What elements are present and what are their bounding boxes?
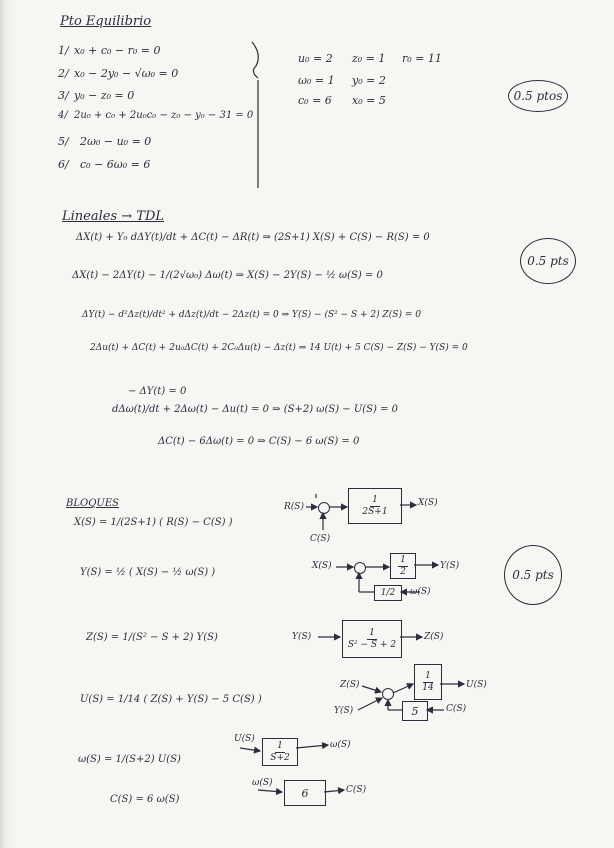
block-denominator: 14	[422, 682, 434, 693]
block-gain: 6	[301, 786, 309, 800]
section-title-equilibrium: Pto Equilibrio	[60, 14, 152, 29]
score-text: 0.5 pts	[527, 254, 569, 268]
lin-eq: ΔY(t) − d²Δz(t)/dt² + dΔz(t)/dt − 2Δz(t) = 0 ⇒ Y(S) − (S² − S + 2) Z(S) = 0	[82, 310, 421, 320]
signal-label: R(S)	[284, 502, 304, 512]
lin-eq: ΔX(t) − 2ΔY(t) − 1/(2√ω₀) Δω(t) ⇒ X(S) − 2Y(S) − ½ ω(S) = 0	[72, 270, 383, 281]
block-numerator: 1	[369, 627, 375, 638]
lin-eq: ΔX(t) + Y₀ dΔY(t)/dt + ΔC(t) − ΔR(t) ⇒ (2S+1) X(S) + C(S) − R(S) = 0	[76, 232, 430, 243]
eq-number: 1/	[58, 44, 69, 57]
lin-eq: 2Δu(t) + ΔC(t) + 2u₀ΔC(t) + 2C₀Δu(t) − Δz(t) ⇒ 14 U(t) + 5 C(S) − Z(S) − Y(S) = 0	[90, 343, 468, 353]
block-numerator: 1	[372, 494, 378, 505]
lin-eq: − ΔY(t) = 0	[128, 386, 187, 397]
eq-number: 4/	[58, 110, 68, 121]
eq-text: x₀ + c₀ − r₀ = 0	[74, 44, 161, 57]
block-eq: Z(S) = 1/(S² − S + 2) Y(S)	[86, 632, 218, 643]
signal-label: ω(S)	[330, 740, 351, 750]
section-title-blocks: BLOQUES	[66, 498, 119, 509]
block-denominator: S+2	[270, 752, 290, 763]
signal-label: Y(S)	[292, 632, 312, 642]
signal-label: Y(S)	[334, 706, 354, 716]
value: c₀ = 6	[298, 94, 332, 107]
eq-number: 3/	[58, 89, 69, 102]
score-text: 0.5 pts	[512, 568, 554, 582]
signal-label: Z(S)	[340, 680, 360, 690]
signal-label: Z(S)	[424, 632, 444, 642]
eq-number: 5/	[58, 135, 69, 148]
block-eq: C(S) = 6 ω(S)	[110, 794, 180, 805]
signal-label: C(S)	[346, 785, 367, 795]
signal-label: Y(S)	[440, 561, 460, 571]
value: z₀ = 1	[352, 52, 386, 65]
block-gain: 5	[411, 704, 419, 718]
block-eq: X(S) = 1/(2S+1) ( R(S) − C(S) )	[74, 517, 233, 528]
eq-text: y₀ − z₀ = 0	[74, 89, 135, 102]
signal-label: X(S)	[418, 498, 438, 508]
eq-text: 2ω₀ − u₀ = 0	[80, 135, 152, 148]
eq-text: c₀ − 6ω₀ = 6	[80, 158, 151, 171]
signal-label: U(S)	[234, 734, 255, 744]
value: r₀ = 11	[402, 52, 442, 65]
signal-label: C(S)	[310, 534, 331, 544]
block-numerator: 1	[400, 554, 406, 565]
signal-label: ω(S)	[410, 587, 431, 597]
brace	[252, 42, 258, 78]
signal-label: U(S)	[466, 680, 487, 690]
value: y₀ = 2	[352, 74, 386, 87]
block-numerator: 1	[277, 740, 283, 751]
score-text: 0.5 ptos	[513, 89, 563, 103]
lin-eq: dΔω(t)/dt + 2Δω(t) − Δu(t) = 0 ⇒ (S+2) ω(S) − U(S) = 0	[112, 404, 399, 415]
value: u₀ = 2	[298, 52, 333, 65]
signal-label: X(S)	[312, 561, 332, 571]
block-gain: 1/2	[380, 587, 396, 598]
block-denominator: 2	[400, 566, 406, 577]
block-eq: Y(S) = ½ ( X(S) − ½ ω(S) )	[80, 567, 216, 578]
eq-text: x₀ − 2y₀ − √ω₀ = 0	[74, 67, 179, 80]
block-numerator: 1	[425, 670, 431, 681]
eq-number: 6/	[58, 158, 69, 171]
block-denominator: 2S+1	[362, 506, 388, 517]
lin-eq: ΔC(t) − 6Δω(t) = 0 ⇒ C(S) − 6 ω(S) = 0	[158, 436, 360, 447]
block-eq: U(S) = 1/14 ( Z(S) + Y(S) − 5 C(S) )	[80, 694, 262, 705]
section-title-linear: Lineales → TDL	[62, 209, 165, 224]
signal-label: ω(S)	[252, 778, 273, 788]
value: ω₀ = 1	[298, 74, 335, 87]
eq-number: 2/	[58, 67, 69, 80]
block-eq: ω(S) = 1/(S+2) U(S)	[78, 754, 181, 765]
block-denominator: S² − S + 2	[347, 639, 397, 650]
eq-text: 2u₀ + c₀ + 2u₀c₀ − z₀ − y₀ − 31 = 0	[74, 110, 254, 121]
value: x₀ = 5	[352, 94, 386, 107]
signal-label: C(S)	[446, 704, 467, 714]
